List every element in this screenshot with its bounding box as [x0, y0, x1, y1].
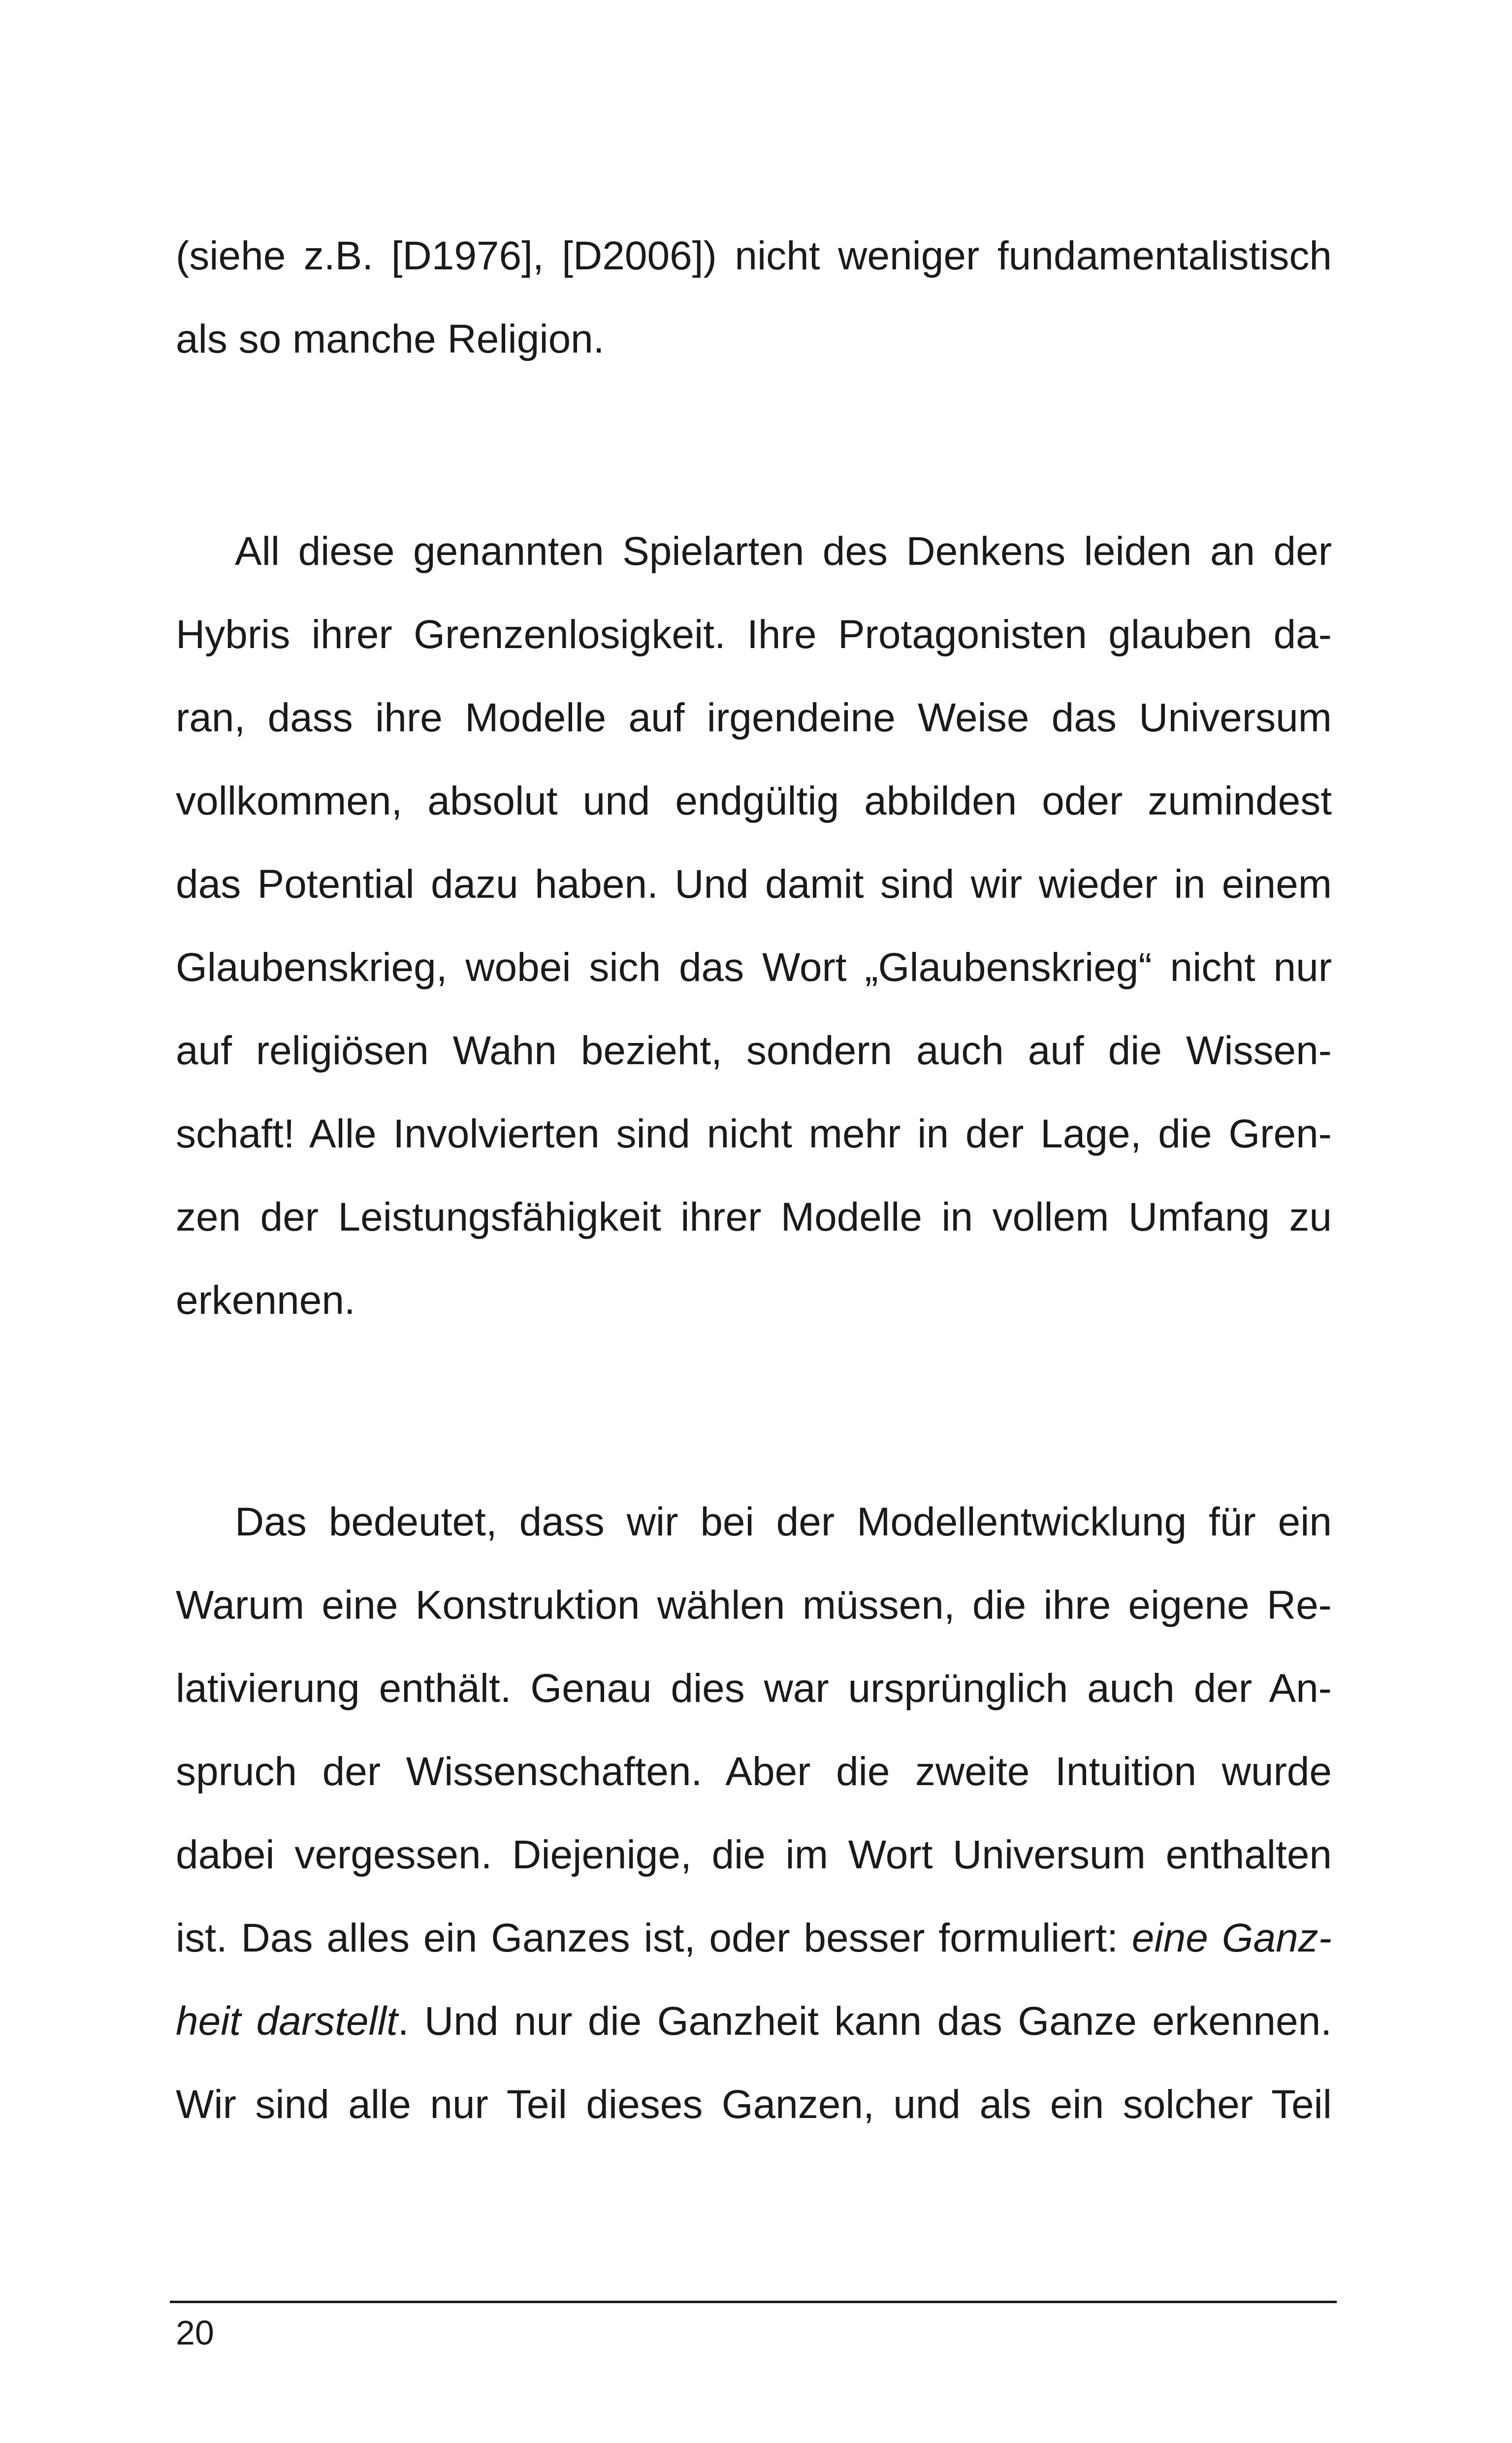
text-line: als so manche Religion.	[176, 317, 605, 361]
text-line: schaft! Alle Involvierten sind nicht mehr in der Lage, die Gren-	[176, 1111, 1332, 1156]
page-number: 20	[176, 2313, 214, 2352]
emphasis-run: heit darstellt	[176, 1999, 398, 2044]
text-line: lativierung enthält. Genau dies war ursprünglich auch der An-	[176, 1666, 1332, 1711]
text-line: All diese genannten Spielarten des Denkens leiden an der	[235, 529, 1332, 574]
text-run: . Und nur die Ganzheit kann das Ganze erkennen.	[397, 1999, 1332, 2044]
text-line: Wir sind alle nur Teil dieses Ganzen, und als ein solcher Teil	[176, 2082, 1332, 2127]
text-line: Das bedeutet, dass wir bei der Modellentwicklung für ein	[235, 1499, 1332, 1544]
text-line-mixed	[176, 1896, 1332, 1980]
paragraph-3	[176, 1480, 1332, 2146]
text-run: ist. Das alles ein Ganzes ist, oder besser formuliert:	[176, 1916, 1118, 1960]
text-line: das Potential dazu haben. Und damit sind wir wieder in einem	[176, 862, 1332, 907]
emphasis-run: eine Ganz-	[1131, 1916, 1332, 1960]
paragraph-2	[176, 510, 1332, 1342]
text-line: auf religiösen Wahn bezieht, sondern auch auf die Wissen-	[176, 1028, 1332, 1073]
text-line: (siehe z.B. [D1976], [D2006]) nicht weniger fundamentalistisch	[176, 233, 1332, 278]
text-line: Hybris ihrer Grenzenlosigkeit. Ihre Protagonisten glauben da-	[176, 612, 1332, 657]
footer-divider	[170, 2301, 1337, 2303]
text-line: ran, dass ihre Modelle auf irgendeine Weise das Universum	[176, 695, 1332, 740]
text-line: erkennen.	[176, 1278, 355, 1323]
text-line: Glaubenskrieg, wobei sich das Wort „Glaubenskrieg“ nicht nur	[176, 945, 1332, 990]
text-line: spruch der Wissenschaften. Aber die zweite Intuition wurde	[176, 1749, 1332, 1794]
text-line: vollkommen, absolut und endgültig abbilden oder zumindest	[176, 779, 1332, 823]
text-line-mixed	[176, 1980, 1332, 2063]
text-line: Warum eine Konstruktion wählen müssen, die ihre eigene Re-	[176, 1583, 1332, 1628]
text-line: zen der Leistungsfähigkeit ihrer Modelle in vollem Umfang zu	[176, 1195, 1332, 1239]
text-line: dabei vergessen. Diejenige, die im Wort Universum enthalten	[176, 1832, 1332, 1877]
paragraph-1	[176, 214, 1332, 381]
